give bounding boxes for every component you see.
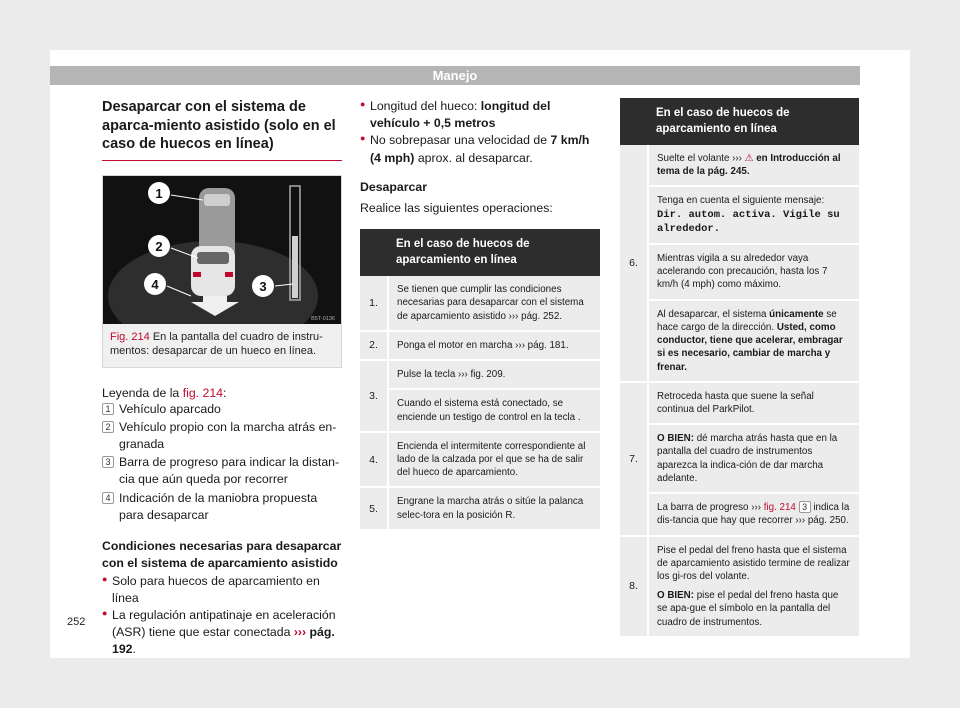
table-row: O BIEN: dé marcha atrás hasta que en la pantalla del cuadro de instrumentos aparezca la indica-ción de dar marcha adelante. [620, 424, 859, 493]
steps-intro: Realice las siguientes operaciones: [360, 201, 553, 216]
column-left [102, 98, 342, 659]
page-number: 252 [67, 616, 86, 628]
svg-text:4: 4 [151, 276, 159, 292]
table-row: 8. Pise el pedal del freno hasta que el sistema de aparcamiento asistido termine de realizar los gi-ros del volante. O BIEN: pise el pedal del freno hasta que se apa-gue el símbolo en la pantalla del cuadro de instrumentos. [620, 536, 859, 637]
callout-3 [252, 275, 274, 297]
legend-item: 1 Vehículo aparcado [102, 401, 342, 418]
table-row: Tenga en cuenta el siguiente mensaje: Dir. autom. activa. Vigile su alrededor. [620, 186, 859, 244]
figure-label: Fig. 214 [110, 330, 150, 343]
condition-bullet: ● No sobrepasar una velocidad de 7 km/h (4 mph) aprox. al desaparcar. [360, 132, 600, 166]
table-row: 2. Ponga el motor en marcha ››› pág. 181. [360, 331, 600, 360]
figure-code: B5T-0136 [311, 315, 335, 322]
legend-intro: Leyenda de la fig. 214: [102, 385, 227, 400]
table-row: 7. Retroceda hasta que suene la señal continua del ParkPilot. [620, 382, 859, 424]
table-row: 1. Se tienen que cumplir las condiciones necesarias para desaparcar con el sistema de aparcamiento asistido ››› pág. 252. [360, 276, 600, 331]
table-row: 3. Pulse la tecla ››› fig. 209. [360, 360, 600, 389]
figure-link[interactable]: fig. 214 [182, 385, 224, 400]
table-row: 6. Suelte el volante ››› ⚠ en Introducción al tema de la pág. 245. [620, 145, 859, 186]
table-row: 5. Engrane la marcha atrás o sitúe la palanca selec-tora en la posición R. [360, 487, 600, 529]
section-title: Desaparcar con el sistema de aparca-miento asistido (solo en el caso de huecos en línea) [102, 98, 342, 161]
table-row: La barra de progreso ››› fig. 214 3 indica la dis-tancia que hay que recorrer ››› pág. 250. [620, 493, 859, 535]
table-header: En el caso de huecos de aparcamiento en línea [648, 98, 859, 145]
table-header: En el caso de huecos de aparcamiento en línea [388, 229, 600, 276]
callout-1 [148, 182, 170, 204]
svg-text:3: 3 [259, 278, 267, 294]
condition-bullet: ● Solo para huecos de aparcamiento en línea [102, 573, 342, 607]
page-ref-link[interactable]: pág. 192 [112, 625, 335, 657]
column-right [620, 98, 859, 638]
legend-item: 2 Vehículo propio con la marcha atrás en-granada [102, 419, 342, 453]
table-row: Mientras vigila a su alrededor vaya acelerando con precaución, hasta los 7 km/h (4 mph) como máximo. [620, 244, 859, 300]
steps-table-1 [360, 229, 600, 531]
figure-link[interactable]: fig. 214 [763, 502, 796, 514]
svg-text:2: 2 [155, 238, 163, 254]
legend-item: 4 Indicación de la maniobra propuesta para desaparcar [102, 490, 342, 524]
table-row: 4. Encienda el intermitente correspondiente al lado de la calzada por el que se ha de salir del hueco de aparcamiento. [360, 432, 600, 488]
legend-item: 3 Barra de progreso para indicar la distan-cia que aún queda por recorrer [102, 454, 342, 488]
conditions-title: Condiciones necesarias para desaparcar con el sistema de aparcamiento asistido [102, 539, 342, 571]
warning-icon: ⚠ [744, 153, 754, 165]
chapter-header: Manejo [50, 66, 860, 85]
table-row: Cuando el sistema está conectado, se enciende un testigo de control en la tecla . [360, 389, 600, 431]
subheading: Desaparcar [360, 179, 427, 194]
svg-text:1: 1 [155, 185, 163, 201]
figure-caption [103, 324, 341, 367]
steps-table-2 [620, 98, 859, 638]
figure-caption-text: En la pantalla del cuadro de instru-mentos: desaparcar de un hueco en línea. [110, 330, 323, 358]
callout-2 [148, 235, 170, 257]
figure-214 [102, 175, 342, 368]
column-middle [360, 98, 600, 531]
callout-4 [144, 273, 166, 295]
parking-display-illustration [103, 176, 341, 324]
table-row: Al desaparcar, el sistema únicamente se hace cargo de la dirección. Usted, como conductor, tiene que acelerar, embragar si es necesario, cambiar de marcha y frenar. [620, 300, 859, 382]
condition-bullet: ● Longitud del hueco: longitud del vehículo + 0,5 metros [360, 98, 600, 132]
condition-bullet: ● La regulación antipatinaje en aceleración (ASR) tiene que estar conectada ››› pág. 192. [102, 607, 342, 659]
